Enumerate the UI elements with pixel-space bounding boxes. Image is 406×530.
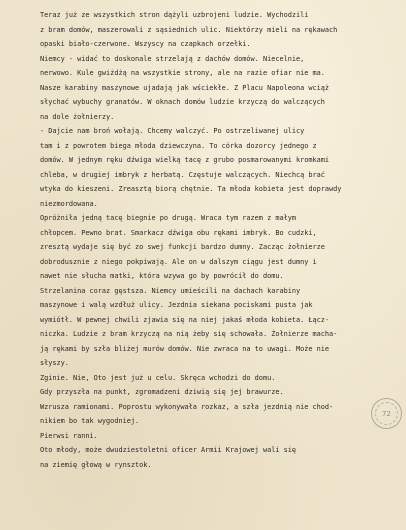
text-line: Gdy przyszła na punkt, zgromadzeni dziwią się jej brawurze. [40, 388, 284, 396]
text-line: słychać wybuchy granatów. W oknach domów ludzie krzyczą do walczących [40, 98, 325, 106]
archive-stamp [371, 398, 402, 429]
paragraph-1 [40, 8, 390, 52]
text-line: na ziemię głową w rynsztok. [40, 460, 152, 469]
paragraph-4 [40, 211, 390, 284]
text-line: Zginie. Nie, Oto jest już u celu. Skręca wchodzi do domu. [40, 373, 276, 382]
paragraph-5 [40, 284, 390, 371]
text-line: chłopcem. Pewno brat. Smarkacz dźwiga obu rękami imbryk. Bo cudzki, [40, 228, 317, 237]
text-line: nikiem bo tak wygodniej. [40, 417, 140, 425]
text-line: słyszy. [40, 359, 69, 367]
text-line: Teraz już ze wszystkich stron dążyli uzbrojeni ludzie. Wychodzili [40, 11, 309, 19]
text-line: wtyka do kieszeni. Zreasztą biorą chętnie. Ta młoda kobieta jest doprawdy [40, 185, 342, 193]
paragraph-2 [40, 52, 390, 125]
text-line: maszynowe i walą wzdłuż ulicy. Jezdnia siekana pociskami pusta jak [40, 301, 313, 309]
paragraph-6 [40, 371, 390, 386]
text-line: z bram domów, maszerowali z sąsiednich ulic. Niektórzy mieli na rękawach [40, 25, 338, 34]
paragraph-8 [40, 429, 390, 444]
text-line: domów. W jednym ręku dźwiga wielką tacę z grubo posmarowanymi kromkami [40, 156, 329, 164]
text-line: wymiótł. W pewnej chwili zjawia się na niej jakaś młoda kobieta. Łącz- [40, 315, 329, 324]
text-line: chleba, w drugiej imbryk z herbatą. Częstuje walczących. Niechcą brać [40, 170, 325, 179]
text-line: nawet nie słucha matki, która wzywa go by powrócił do domu. [40, 272, 284, 280]
text-line: na dole żołnierzy. [40, 112, 115, 121]
text-line: tam i z powrotem biega młoda dziewczyna. To córka dozorcy jednego z [40, 141, 317, 150]
text-line: ją rękami by szła bliżej murów domów. Nie zwraca na to uwagi. Może nie [40, 344, 329, 353]
stamp-number: 72 [382, 409, 391, 418]
text-line: Wzrusza ramionami. Poprostu wykonywała rozkaz, a szła jezdnią nie chod- [40, 402, 334, 411]
text-line: Oto młody, może dwudziestoletni oficer Armii Krajowej wali się [40, 446, 296, 454]
text-line: Opróżniła jedną tacę biegnie po drugą. Wraca tym razem z małym [40, 214, 296, 222]
text-line: Strzelanina coraz gęstsza. Niemcy umieścili na dachach karabiny [40, 286, 301, 295]
text-line: nerwowo. Kule gwiżdżą na wszystkie strony, ale na razie ofiar nie ma. [40, 69, 325, 77]
text-line: Nasze karabiny maszynowe ujadają jak wściekłe. Z Placu Napoleona wciąż [40, 83, 329, 92]
paragraph-9 [40, 443, 390, 472]
text-line: dobrodusznie z niego pokpiwają. Ale on w dalszym ciągu jest dumny i [40, 257, 317, 266]
text-line: Pierwsi ranni. [40, 431, 98, 440]
text-line: opaski biało-czerwone. Wszyscy na czapkach orzełki. [40, 40, 251, 48]
typewritten-text [40, 8, 390, 472]
text-line: niezmordowana. [40, 199, 98, 208]
text-line: niczka. Ludzie z bram krzyczą na nią żeby się schowała. Żołnierze macha- [40, 330, 338, 338]
paragraph-3 [40, 124, 390, 211]
text-line: zresztą wydaje się być zo swej funkcji bardzo dumny. Zacząc żołnierze [40, 243, 325, 251]
text-line: Niemcy - widać to doskonale strzelają z dachów domów. Niecelnie, [40, 54, 305, 63]
text-line: - Dajcie nam broń wołają. Chcemy walczyć. Po ostrzeliwanej ulicy [40, 127, 305, 135]
paragraph-7 [40, 385, 390, 429]
